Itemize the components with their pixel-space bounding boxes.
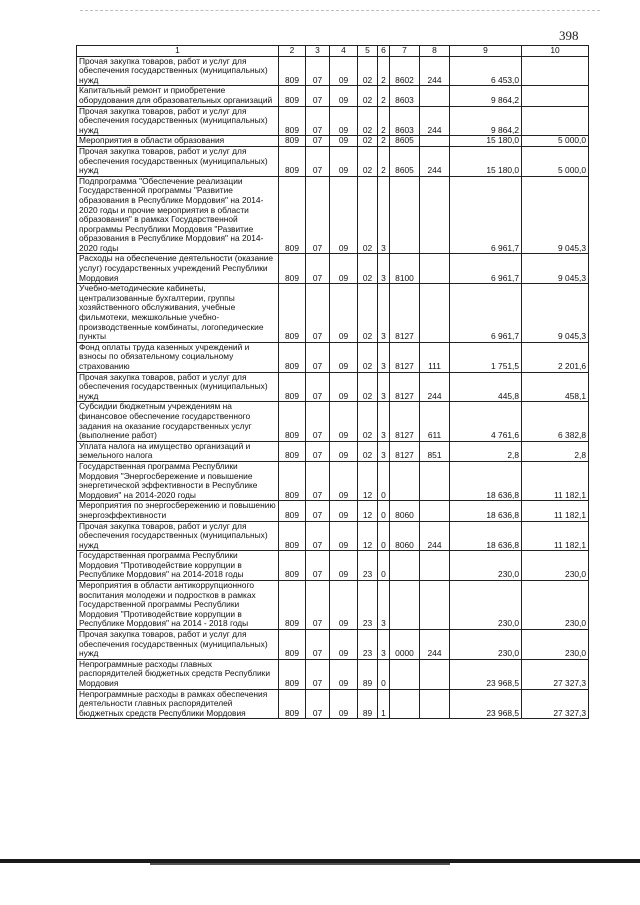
row-program-code: 12 <box>358 501 378 521</box>
row-expense-type <box>420 254 450 284</box>
row-expense-type: 244 <box>420 56 450 86</box>
row-amount-2016 <box>522 56 589 86</box>
row-target-code: 8127 <box>390 284 420 343</box>
row-target-code: 8127 <box>390 441 420 461</box>
row-program-code: 02 <box>358 136 378 147</box>
row-subprogram-code: 2 <box>378 86 390 106</box>
row-amount-2016: 27 327,3 <box>522 659 589 689</box>
row-amount-2015: 9 864,2 <box>450 86 522 106</box>
row-program-code: 02 <box>358 86 378 106</box>
row-amount-2015: 18 636,8 <box>450 461 522 500</box>
column-header: 8 <box>420 46 450 57</box>
row-section-code: 07 <box>306 86 330 106</box>
row-name-cell: Подпрограмма "Обеспечение реализации Государственной программы "Развитие образования в Республике Мордовия" на 2014-2020 годы и прочие мероприятия в области образования" в рамках Государственной программы Республики Мордовия "Развитие образования в Республике Мордовия" на 2014-2020 годы <box>77 176 279 254</box>
row-target-code <box>390 551 420 581</box>
row-amount-2016: 5 000,0 <box>522 136 589 147</box>
row-target-code: 8605 <box>390 146 420 176</box>
row-amount-2015: 6 961,7 <box>450 254 522 284</box>
row-amount-2016: 230,0 <box>522 551 589 581</box>
table-row <box>77 521 589 551</box>
row-expense-type <box>420 136 450 147</box>
row-section-code: 07 <box>306 551 330 581</box>
row-subprogram-code: 2 <box>378 136 390 147</box>
row-expense-type <box>420 501 450 521</box>
row-expense-type: 611 <box>420 402 450 441</box>
row-name-cell: Государственная программа Республики Мордовия "Энергосбережение и повышение энергетической эффективности в Республике Мордовия" на 2014-2020 годы <box>77 461 279 500</box>
row-target-code: 8602 <box>390 56 420 86</box>
row-subsection-code: 09 <box>330 342 358 372</box>
row-amount-2016: 2 201,6 <box>522 342 589 372</box>
row-amount-2016: 11 182,1 <box>522 501 589 521</box>
row-admin-code: 809 <box>279 176 306 254</box>
row-subsection-code: 09 <box>330 106 358 136</box>
row-amount-2015: 230,0 <box>450 630 522 660</box>
row-amount-2016: 9 045,3 <box>522 254 589 284</box>
row-expense-type <box>420 551 450 581</box>
row-name-cell: Непрограммные расходы в рамках обеспечения деятельности главных распорядителей бюджетных средств Республики Мордовия <box>77 689 279 719</box>
row-admin-code: 809 <box>279 581 306 630</box>
row-program-code: 23 <box>358 551 378 581</box>
row-admin-code: 809 <box>279 146 306 176</box>
row-amount-2016: 2,8 <box>522 441 589 461</box>
row-subprogram-code: 0 <box>378 659 390 689</box>
row-subsection-code: 09 <box>330 521 358 551</box>
row-expense-type <box>420 461 450 500</box>
row-subsection-code: 09 <box>330 659 358 689</box>
column-header: 7 <box>390 46 420 57</box>
table-row <box>77 56 589 86</box>
row-amount-2015: 6 453,0 <box>450 56 522 86</box>
row-subsection-code: 09 <box>330 402 358 441</box>
row-admin-code: 809 <box>279 86 306 106</box>
row-admin-code: 809 <box>279 402 306 441</box>
scan-bottom-edge-shadow <box>150 863 450 865</box>
row-admin-code: 809 <box>279 254 306 284</box>
page-number: 398 <box>559 28 579 43</box>
row-section-code: 07 <box>306 106 330 136</box>
row-name-cell: Фонд оплаты труда казенных учреждений и взносы по обязательному социальному страхованию <box>77 342 279 372</box>
row-amount-2015: 230,0 <box>450 581 522 630</box>
row-name-cell: Учебно-методические кабинеты, централизованные бухгалтерии, группы хозяйственного обслуживания, учебные фильмотеки, межшкольные учебно-производственные комбинаты, логопедические пункты <box>77 284 279 343</box>
row-amount-2016: 6 382,8 <box>522 402 589 441</box>
row-program-code: 02 <box>358 106 378 136</box>
row-subsection-code: 09 <box>330 689 358 719</box>
row-program-code: 23 <box>358 630 378 660</box>
row-target-code: 8603 <box>390 106 420 136</box>
row-subprogram-code: 0 <box>378 461 390 500</box>
row-subprogram-code: 3 <box>378 284 390 343</box>
row-target-code: 8060 <box>390 521 420 551</box>
row-amount-2015: 1 751,5 <box>450 342 522 372</box>
row-subsection-code: 09 <box>330 581 358 630</box>
row-admin-code: 809 <box>279 659 306 689</box>
row-subsection-code: 09 <box>330 630 358 660</box>
table-row <box>77 136 589 147</box>
row-name-cell: Расходы на обеспечение деятельности (оказание услуг) государственных учреждений Республики Мордовия <box>77 254 279 284</box>
row-expense-type <box>420 176 450 254</box>
row-name-cell: Прочая закупка товаров, работ и услуг для обеспечения государственных (муниципальных) нужд <box>77 56 279 86</box>
row-admin-code: 809 <box>279 630 306 660</box>
column-header: 1 <box>77 46 279 57</box>
table-row <box>77 441 589 461</box>
table-row <box>77 630 589 660</box>
row-target-code: 8060 <box>390 501 420 521</box>
table-row <box>77 106 589 136</box>
row-subprogram-code: 1 <box>378 689 390 719</box>
row-program-code: 12 <box>358 461 378 500</box>
row-program-code: 02 <box>358 284 378 343</box>
row-admin-code: 809 <box>279 441 306 461</box>
row-program-code: 02 <box>358 402 378 441</box>
row-target-code: 8127 <box>390 402 420 441</box>
row-section-code: 07 <box>306 581 330 630</box>
row-expense-type: 244 <box>420 372 450 402</box>
column-header: 5 <box>358 46 378 57</box>
row-name-cell: Прочая закупка товаров, работ и услуг для обеспечения государственных (муниципальных) нужд <box>77 630 279 660</box>
row-expense-type: 851 <box>420 441 450 461</box>
row-section-code: 07 <box>306 136 330 147</box>
row-expense-type <box>420 659 450 689</box>
row-subsection-code: 09 <box>330 176 358 254</box>
row-admin-code: 809 <box>279 689 306 719</box>
row-admin-code: 809 <box>279 501 306 521</box>
row-program-code: 02 <box>358 56 378 86</box>
table-row <box>77 176 589 254</box>
row-subsection-code: 09 <box>330 441 358 461</box>
row-subsection-code: 09 <box>330 284 358 343</box>
row-program-code: 02 <box>358 441 378 461</box>
row-target-code <box>390 689 420 719</box>
row-amount-2015: 445,8 <box>450 372 522 402</box>
column-header: 2 <box>279 46 306 57</box>
row-amount-2015: 23 968,5 <box>450 689 522 719</box>
row-subprogram-code: 2 <box>378 146 390 176</box>
row-program-code: 89 <box>358 689 378 719</box>
row-amount-2016: 230,0 <box>522 630 589 660</box>
row-section-code: 07 <box>306 521 330 551</box>
row-admin-code: 809 <box>279 284 306 343</box>
column-header: 4 <box>330 46 358 57</box>
row-subsection-code: 09 <box>330 56 358 86</box>
column-header: 6 <box>378 46 390 57</box>
row-expense-type: 244 <box>420 146 450 176</box>
row-amount-2016 <box>522 86 589 106</box>
row-subsection-code: 09 <box>330 86 358 106</box>
row-program-code: 02 <box>358 176 378 254</box>
row-name-cell: Прочая закупка товаров, работ и услуг для обеспечения государственных (муниципальных) нужд <box>77 521 279 551</box>
row-name-cell: Мероприятия по энергосбережению и повышению энергоэффективности <box>77 501 279 521</box>
table-row <box>77 372 589 402</box>
row-program-code: 02 <box>358 146 378 176</box>
row-subprogram-code: 3 <box>378 342 390 372</box>
row-name-cell: Прочая закупка товаров, работ и услуг для обеспечения государственных (муниципальных) нужд <box>77 372 279 402</box>
row-subprogram-code: 0 <box>378 551 390 581</box>
row-subsection-code: 09 <box>330 136 358 147</box>
row-subsection-code: 09 <box>330 461 358 500</box>
row-admin-code: 809 <box>279 461 306 500</box>
row-subprogram-code: 3 <box>378 630 390 660</box>
row-subprogram-code: 0 <box>378 501 390 521</box>
row-amount-2015: 15 180,0 <box>450 136 522 147</box>
row-target-code <box>390 581 420 630</box>
row-amount-2016: 27 327,3 <box>522 689 589 719</box>
row-amount-2016: 9 045,3 <box>522 176 589 254</box>
row-target-code <box>390 461 420 500</box>
table-row <box>77 402 589 441</box>
budget-table <box>76 45 589 719</box>
row-admin-code: 809 <box>279 551 306 581</box>
row-subsection-code: 09 <box>330 372 358 402</box>
row-name-cell: Мероприятия в области антикоррупционного воспитания молодежи и подростков в рамках Государственной программы Республики Мордовия "Противодействие коррупции в Республике Мордовия" на 2014 - 2018 годы <box>77 581 279 630</box>
row-amount-2016: 11 182,1 <box>522 461 589 500</box>
row-name-cell: Уплата налога на имущество организаций и земельного налога <box>77 441 279 461</box>
top-border-line <box>80 10 600 11</box>
row-expense-type: 244 <box>420 521 450 551</box>
table-row <box>77 551 589 581</box>
row-amount-2016: 11 182,1 <box>522 521 589 551</box>
row-expense-type <box>420 284 450 343</box>
row-amount-2016: 230,0 <box>522 581 589 630</box>
row-amount-2016 <box>522 106 589 136</box>
row-section-code: 07 <box>306 402 330 441</box>
row-expense-type <box>420 581 450 630</box>
row-amount-2015: 18 636,8 <box>450 501 522 521</box>
row-program-code: 02 <box>358 254 378 284</box>
table-row <box>77 86 589 106</box>
row-target-code: 8127 <box>390 372 420 402</box>
row-expense-type: 111 <box>420 342 450 372</box>
row-subprogram-code: 3 <box>378 441 390 461</box>
row-amount-2016: 458,1 <box>522 372 589 402</box>
row-target-code <box>390 659 420 689</box>
row-section-code: 07 <box>306 284 330 343</box>
row-amount-2015: 230,0 <box>450 551 522 581</box>
table-row <box>77 461 589 500</box>
row-program-code: 02 <box>358 372 378 402</box>
row-admin-code: 809 <box>279 372 306 402</box>
table-row <box>77 254 589 284</box>
header-row <box>77 46 589 57</box>
row-section-code: 07 <box>306 501 330 521</box>
row-amount-2016: 5 000,0 <box>522 146 589 176</box>
row-section-code: 07 <box>306 146 330 176</box>
row-section-code: 07 <box>306 689 330 719</box>
row-subsection-code: 09 <box>330 254 358 284</box>
table-row <box>77 284 589 343</box>
row-expense-type <box>420 689 450 719</box>
row-amount-2015: 23 968,5 <box>450 659 522 689</box>
row-target-code: 8603 <box>390 86 420 106</box>
row-subprogram-code: 3 <box>378 254 390 284</box>
row-amount-2015: 6 961,7 <box>450 284 522 343</box>
row-section-code: 07 <box>306 630 330 660</box>
row-section-code: 07 <box>306 441 330 461</box>
row-section-code: 07 <box>306 56 330 86</box>
row-subprogram-code: 3 <box>378 402 390 441</box>
row-program-code: 23 <box>358 581 378 630</box>
row-name-cell: Мероприятия в области образования <box>77 136 279 147</box>
row-section-code: 07 <box>306 342 330 372</box>
row-amount-2015: 9 864,2 <box>450 106 522 136</box>
row-admin-code: 809 <box>279 56 306 86</box>
row-amount-2015: 4 761,6 <box>450 402 522 441</box>
row-expense-type: 244 <box>420 630 450 660</box>
row-section-code: 07 <box>306 254 330 284</box>
row-admin-code: 809 <box>279 136 306 147</box>
row-program-code: 12 <box>358 521 378 551</box>
row-subsection-code: 09 <box>330 146 358 176</box>
row-name-cell: Субсидии бюджетным учреждениям на финансовое обеспечение государственного задания на оказание государственных услуг (выполнение работ) <box>77 402 279 441</box>
row-name-cell: Капитальный ремонт и приобретение оборудования для образовательных организаций <box>77 86 279 106</box>
column-header: 9 <box>450 46 522 57</box>
row-section-code: 07 <box>306 372 330 402</box>
column-header: 3 <box>306 46 330 57</box>
row-name-cell: Прочая закупка товаров, работ и услуг для обеспечения государственных (муниципальных) нужд <box>77 106 279 136</box>
row-subprogram-code: 0 <box>378 521 390 551</box>
table-row <box>77 689 589 719</box>
table-row <box>77 342 589 372</box>
row-name-cell: Непрограммные расходы главных распорядителей бюджетных средств Республики Мордовия <box>77 659 279 689</box>
row-subsection-code: 09 <box>330 501 358 521</box>
row-subprogram-code: 2 <box>378 106 390 136</box>
row-program-code: 02 <box>358 342 378 372</box>
row-target-code: 0000 <box>390 630 420 660</box>
row-name-cell: Государственная программа Республики Мордовия "Противодействие коррупции в Республике Мордовия" на 2014-2018 годы <box>77 551 279 581</box>
row-amount-2016: 9 045,3 <box>522 284 589 343</box>
table-row <box>77 146 589 176</box>
row-subprogram-code: 3 <box>378 372 390 402</box>
row-target-code: 8605 <box>390 136 420 147</box>
table-row <box>77 659 589 689</box>
row-section-code: 07 <box>306 659 330 689</box>
row-admin-code: 809 <box>279 106 306 136</box>
row-section-code: 07 <box>306 176 330 254</box>
table-row <box>77 581 589 630</box>
row-expense-type <box>420 86 450 106</box>
row-section-code: 07 <box>306 461 330 500</box>
row-subprogram-code: 2 <box>378 56 390 86</box>
table-row <box>77 501 589 521</box>
row-target-code: 8127 <box>390 342 420 372</box>
row-subsection-code: 09 <box>330 551 358 581</box>
row-expense-type: 244 <box>420 106 450 136</box>
row-subprogram-code: 3 <box>378 176 390 254</box>
row-name-cell: Прочая закупка товаров, работ и услуг для обеспечения государственных (муниципальных) нужд <box>77 146 279 176</box>
row-amount-2015: 18 636,8 <box>450 521 522 551</box>
row-amount-2015: 2,8 <box>450 441 522 461</box>
row-target-code <box>390 176 420 254</box>
column-header: 10 <box>522 46 589 57</box>
row-admin-code: 809 <box>279 342 306 372</box>
row-subprogram-code: 3 <box>378 581 390 630</box>
row-program-code: 89 <box>358 659 378 689</box>
row-amount-2015: 15 180,0 <box>450 146 522 176</box>
row-amount-2015: 6 961,7 <box>450 176 522 254</box>
row-admin-code: 809 <box>279 521 306 551</box>
row-target-code: 8100 <box>390 254 420 284</box>
